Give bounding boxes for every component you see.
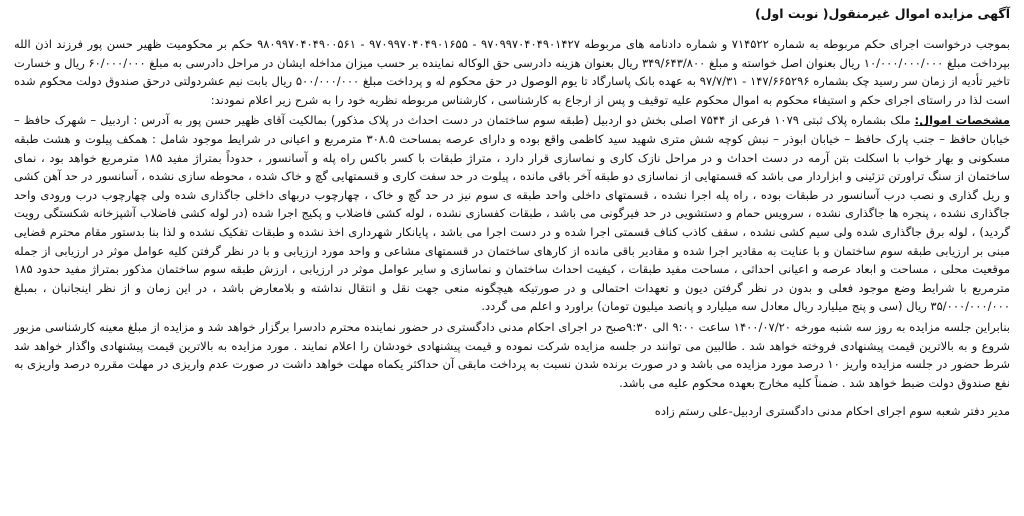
specification-text: ملک بشماره پلاک ثبتی ۱۰۷۹ فرعی از ۷۵۴۴ اصلی بخش دو اردبیل (طبقه سوم ساختمان در دست احداث در پلاک مذکور) بمالکیت آقای ظهیر حسن پور به آدرس : اردبیل – شهرک حافظ – خیابان حافظ – جنب پارک حافظ – خیابان ابوذر – نبش کوچه شش متری شهید سید کاظمی واقع بوده و دارای عرصه بمساحت ۳۰۸.۵ مترمربع و اعیانی در شرایط موجود شامل : همکف پیلوت و هشت طبقه مسکونی و بهار خواب با اسکلت بتن آرمه در دست احداث و در مراحل نازک کاری و نماسازی قرار دارد ، متراژ طبقات با کسر باکس راه پله و آسانسور ، حدوداً بمتراژ مفید ۱۸۵ مترمربع خواهد بود ، نمای ساختمان از سنگ تراورتن تزئینی و ابزاردار می باشد که قسمتهایی از نماسازی دو طبقه آخر باقی مانده ، پیلوت در حد سفت کاری و قسمتهایی گچ و خاک شده ، محوطه سازی نشده ، آسانسور در حد آهن کشی و ریل گذاری و نصب درب آسانسور در طبقات بوده ، راه پله اجرا نشده ، قسمتهای داخلی واحد طبقه ی سوم نیز در حد گچ و خاک ، چهارچوب دربهای داخلی جاگذاری شده ولی چهارچوب درب ورودی واحد جاگذاری نشده ، پنجره ها جاگذاری نشده ، سرویس حمام و دستشویی در حد فیرگونی می باشد ، طبقات کفسازی نشده ، لوله کشی فاضلاب و پکیج اجرا شده (در لوله کشی فاضلاب آشپزخانه شکستگی رویت گردید) ، لوله برق جاگذاری شده ولی سیم کشی نشده ، سقف کاذب کناف قسمتی اجرا شده و در دست اجرا می باشد ، پایانکار شهرداری اخذ نشده و طبقات تفکیک نشده و لذا بنا بدستور مقام محترم قضایی مبنی بر ارزیابی طبقه سوم ساختمان و با عنایت به مقادیر اجرا شده و مقادیر باقی مانده از کارهای ساختمان در قسمتهای مشاعی و واحد مورد ارزیابی و با در نظر گرفتن کلیه عوامل موثر در ارزیابی از جمله موقعیت محلی ، مساحت و ابعاد عرصه و اعیانی احداثی ، مساحت مفید طبقات ، کیفیت احداث ساختمان و نماسازی و سایر عوامل موثر در ارزیابی ، ارزش طبقه سوم ساختمان مذکور بمتراژ مفید حدود ۱۸۵ مترمربع با شرایط وضع موجود فعلی و بدون در نظر گرفتن دیون و تعهدات احتمالی و در صورتیکه هیچگونه منعی جهت نقل و انتقال نداشته و بلامعارض باشد ، در این زمان و از نظر اینجانبان ، بمبلغ ۳۵/۰۰۰/۰۰۰/۰۰۰ ریال (سی و پنج میلیارد ریال معادل سه میلیارد و پانصد میلیون تومان) براورد و اعلم می گردد. xyxy=(14,113,1011,314)
intro-paragraph: بموجب درخواست اجرای حکم مربوطه به شماره ۷۱۴۵۲۲ و شماره دادنامه های مربوطه ۹۷۰۹۹۷۰۴۰۴۹۰۱۴۲۷ - ۹۷۰۹۹۷۰۴۰۴۹۰۱۶۵۵ - ۹۸۰۹۹۷۰۴۰۴۹۰۰۵۶۱ حکم بر محکومیت ظهیر حسن پور فرزند اذن الله بپرداخت مبلغ ۱۰/۰۰۰/۰۰۰/۰۰۰ ریال بعنوان اصل خواسته و مبلغ ۳۴۹/۶۴۳/۸۰۰ ریال بعنوان هزینه دادرسی حق الوکاله نماینده بر حسب میزان مداخله ایشان در مراحل دادرسی به مبلغ ۶۰/۰۰۰/۰۰۰ ریال و خسارت تاخیر تأدیه از زمان سر رسید چک بشماره ۱۴۷/۶۶۵۲۹۶ - ۹۷/۷/۳۱ به عهده بانک پاسارگاد تا یوم الوصول در حق محکوم له و پرداخت مبلغ ۵۰۰/۰۰۰/۰۰۰ ریال بابت نیم عشردولتی درحق صندوق دولت محکوم شده است لذا در راستای اجرای حکم و استیفاء محکوم به اموال محکوم علیه توقیف و پس از ارجاع به کارشناسی ، کارشناس مربوطه نظریه خود را به شرح زیر اعلام نمودند: xyxy=(14,37,1011,107)
signature-line: مدیر دفتر شعبه سوم اجرای احکام مدنی دادگستری اردبیل-علی رستم زاده xyxy=(654,404,1010,419)
property-specification-paragraph xyxy=(14,111,1010,316)
notice-title: آگهی مزایده اموال غیرمنقول( نوبت اول) xyxy=(754,6,1010,21)
auction-paragraph: بنابراین جلسه مزایده به روز سه شنبه مورخه ۱۴۰۰/۰۷/۲۰ ساعت ۹:۰۰ الی ۹:۳۰صبح در اجرای احکام مدنی دادگستری در حضور نماینده محترم دادسرا برگزار خواهد شد و مزایده از مبلغ معینه کارشناسی مزبور شروع و به بالاترین قیمت پیشنهادی فروخته خواهد شد . طالبین می توانند در جلسه مزایده شرکت نموده و قیمت پیشنهادی خودشان را اعلام نمایند . مورد مزایده به بالاترین قیمت پیشنهادی واگذار خواهد شد شرط حضور در جلسه مزایده واریز ۱۰ درصد مورد مزایده می باشد و در صورت برنده شدن نسبت به پرداخت مابقی آن حداکثر یکماه مهلت خواهد داشت در صورت عدم واریزی در مهلت مقرره درصد واریزی به نفع صندوق دولت ضبط خواهد شد . ضمناً کلیه مخارج بعهده محکوم علیه می باشد. xyxy=(14,319,1011,390)
specification-label: مشخصات اموال: xyxy=(914,113,1010,128)
